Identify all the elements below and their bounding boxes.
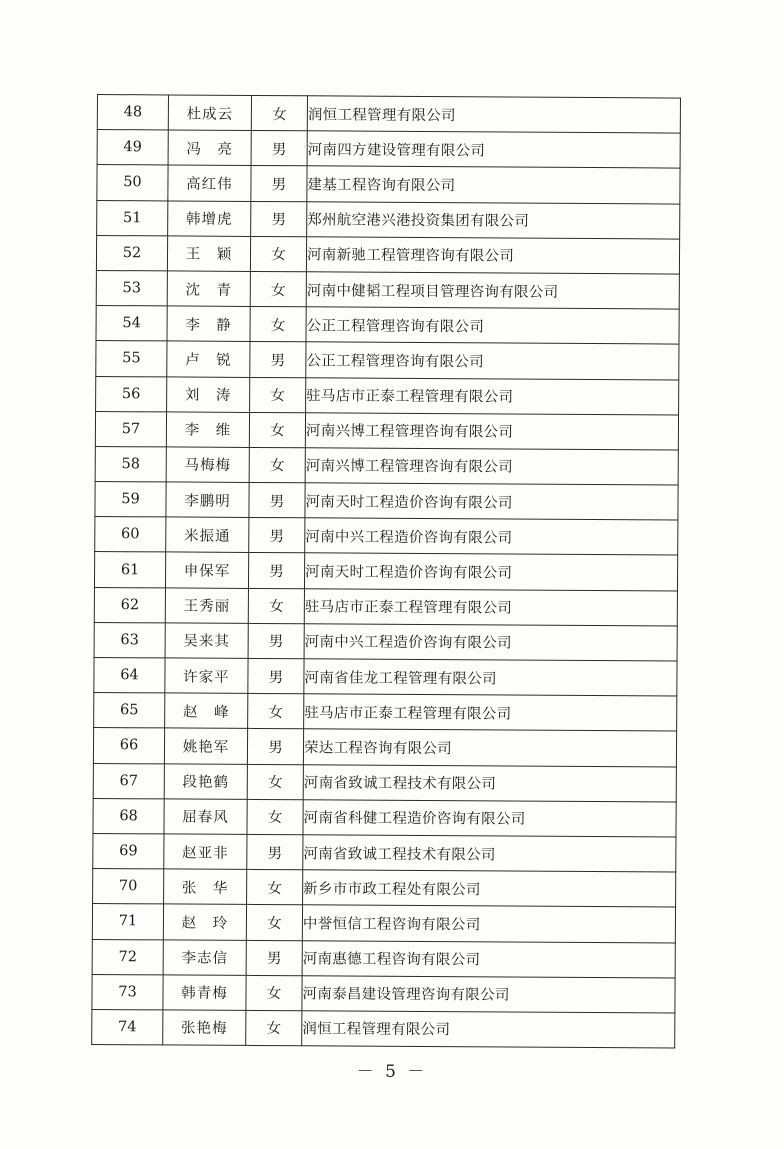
table-row xyxy=(96,376,679,415)
row-number-cell: 64 xyxy=(94,657,165,693)
row-number-cell: 58 xyxy=(95,446,166,482)
row-number-cell: 51 xyxy=(97,200,168,236)
company-cell: 中誉恒信工程咨询有限公司 xyxy=(302,905,675,942)
company-cell: 荣达工程咨询有限公司 xyxy=(303,729,676,766)
name-cell: 冯 亮 xyxy=(168,130,251,166)
name-cell: 米振通 xyxy=(166,517,249,553)
table-row xyxy=(94,552,677,591)
table-row xyxy=(94,657,677,696)
name-cell: 高红伟 xyxy=(168,165,251,201)
name-cell: 韩增虎 xyxy=(168,200,251,236)
name-cell: 李鹏明 xyxy=(166,482,249,518)
row-number-cell: 65 xyxy=(94,693,165,729)
table-row xyxy=(95,446,678,485)
name-cell: 杜成云 xyxy=(168,95,251,131)
name-cell: 张 华 xyxy=(164,869,247,905)
company-cell: 驻马店市正泰工程管理有限公司 xyxy=(306,377,679,414)
gender-cell: 男 xyxy=(248,553,304,589)
row-number-cell: 71 xyxy=(92,904,163,940)
gender-cell: 女 xyxy=(251,95,307,131)
gender-cell: 女 xyxy=(248,694,304,730)
gender-cell: 男 xyxy=(247,834,303,870)
gender-cell: 女 xyxy=(250,377,306,413)
company-cell: 公正工程管理咨询有限公司 xyxy=(306,342,679,379)
row-number-cell: 57 xyxy=(95,411,166,447)
name-cell: 赵 峰 xyxy=(165,693,248,729)
table-row xyxy=(93,833,676,872)
name-cell: 王秀丽 xyxy=(165,588,248,624)
table-row xyxy=(92,939,675,978)
name-cell: 马梅梅 xyxy=(166,447,249,483)
row-number-cell: 56 xyxy=(96,376,167,412)
gender-cell: 女 xyxy=(249,412,305,448)
row-number-cell: 55 xyxy=(96,341,167,377)
company-cell: 驻马店市正泰工程管理有限公司 xyxy=(304,694,677,731)
name-cell: 吴来其 xyxy=(165,623,248,659)
table-row xyxy=(97,130,680,169)
row-number-cell: 70 xyxy=(93,869,164,905)
company-cell: 河南泰昌建设管理咨询有限公司 xyxy=(302,975,675,1012)
company-cell: 河南惠德工程咨询有限公司 xyxy=(302,940,675,977)
company-cell: 驻马店市正泰工程管理有限公司 xyxy=(304,588,677,625)
company-cell: 河南中兴工程造价咨询有限公司 xyxy=(305,518,678,555)
gender-cell: 女 xyxy=(246,1010,302,1046)
company-cell: 河南省致诚工程技术有限公司 xyxy=(303,835,676,872)
table-row xyxy=(96,235,679,274)
table-row xyxy=(93,869,676,908)
gender-cell: 男 xyxy=(247,729,303,765)
name-cell: 韩青梅 xyxy=(163,975,246,1011)
name-cell: 李志信 xyxy=(163,939,246,975)
row-number-cell: 49 xyxy=(97,130,168,166)
gender-cell: 男 xyxy=(249,482,305,518)
name-cell: 刘 涛 xyxy=(167,376,250,412)
company-cell: 新乡市市政工程处有限公司 xyxy=(303,870,676,907)
table-row xyxy=(94,693,677,732)
row-number-cell: 50 xyxy=(97,165,168,201)
table-row xyxy=(95,411,678,450)
table-row xyxy=(92,974,675,1013)
gender-cell: 女 xyxy=(246,905,302,941)
name-cell: 张艳梅 xyxy=(163,1010,246,1046)
roster-table xyxy=(91,94,681,1049)
company-cell: 润恒工程管理有限公司 xyxy=(307,96,680,133)
row-number-cell: 72 xyxy=(92,939,163,975)
gender-cell: 男 xyxy=(251,166,307,202)
gender-cell: 女 xyxy=(246,975,302,1011)
name-cell: 屈春风 xyxy=(164,799,247,835)
row-number-cell: 59 xyxy=(95,482,166,518)
name-cell: 赵亚非 xyxy=(164,834,247,870)
gender-cell: 女 xyxy=(250,307,306,343)
gender-cell: 女 xyxy=(247,764,303,800)
name-cell: 李 维 xyxy=(166,412,249,448)
gender-cell: 女 xyxy=(247,870,303,906)
company-cell: 河南四方建设管理有限公司 xyxy=(307,131,680,168)
table-row xyxy=(92,904,675,943)
gender-cell: 男 xyxy=(251,201,307,237)
table-row xyxy=(96,306,679,345)
table-row xyxy=(93,763,676,802)
name-cell: 段艳鹤 xyxy=(164,763,247,799)
gender-cell: 男 xyxy=(250,342,306,378)
table-row xyxy=(96,341,679,380)
row-number-cell: 61 xyxy=(94,552,165,588)
name-cell: 申保军 xyxy=(165,552,248,588)
gender-cell: 男 xyxy=(248,658,304,694)
company-cell: 河南中健韬工程项目管理咨询有限公司 xyxy=(306,272,679,309)
name-cell: 沈 青 xyxy=(167,271,250,307)
table-row xyxy=(95,517,678,556)
company-cell: 公正工程管理咨询有限公司 xyxy=(306,307,679,344)
company-cell: 河南中兴工程造价咨询有限公司 xyxy=(304,624,677,661)
roster-table-body xyxy=(92,95,681,1049)
name-cell: 赵 玲 xyxy=(163,904,246,940)
name-cell: 李 静 xyxy=(167,306,250,342)
row-number-cell: 63 xyxy=(94,622,165,658)
table-row xyxy=(95,482,678,521)
table-row xyxy=(93,728,676,767)
row-number-cell: 67 xyxy=(93,763,164,799)
gender-cell: 女 xyxy=(249,447,305,483)
table-row xyxy=(96,270,679,309)
row-number-cell: 48 xyxy=(97,95,168,131)
row-number-cell: 52 xyxy=(96,235,167,271)
table-row xyxy=(94,622,677,661)
table-row xyxy=(93,798,676,837)
gender-cell: 女 xyxy=(248,588,304,624)
table-row xyxy=(97,165,680,204)
company-cell: 河南天时工程造价咨询有限公司 xyxy=(305,483,678,520)
row-number-cell: 66 xyxy=(93,728,164,764)
row-number-cell: 73 xyxy=(92,974,163,1010)
company-cell: 河南兴博工程管理咨询有限公司 xyxy=(305,412,678,449)
gender-cell: 女 xyxy=(250,271,306,307)
company-cell: 润恒工程管理有限公司 xyxy=(302,1011,675,1048)
gender-cell: 男 xyxy=(249,518,305,554)
company-cell: 建基工程咨询有限公司 xyxy=(307,166,680,203)
row-number-cell: 68 xyxy=(93,798,164,834)
company-cell: 河南省佳龙工程管理有限公司 xyxy=(304,659,677,696)
company-cell: 郑州航空港兴港投资集团有限公司 xyxy=(307,201,680,238)
company-cell: 河南省致诚工程技术有限公司 xyxy=(303,764,676,801)
table-row xyxy=(94,587,677,626)
name-cell: 卢 锐 xyxy=(167,341,250,377)
gender-cell: 女 xyxy=(250,236,306,272)
name-cell: 许家平 xyxy=(165,658,248,694)
company-cell: 河南兴博工程管理咨询有限公司 xyxy=(305,448,678,485)
gender-cell: 男 xyxy=(248,623,304,659)
row-number-cell: 69 xyxy=(93,833,164,869)
table-row xyxy=(97,95,680,134)
page-number: － 5 － xyxy=(356,1062,428,1082)
gender-cell: 男 xyxy=(246,940,302,976)
row-number-cell: 53 xyxy=(96,270,167,306)
company-cell: 河南天时工程造价咨询有限公司 xyxy=(304,553,677,590)
row-number-cell: 62 xyxy=(94,587,165,623)
row-number-cell: 54 xyxy=(96,306,167,342)
company-cell: 河南新驰工程管理咨询有限公司 xyxy=(306,237,679,274)
name-cell: 王 颖 xyxy=(167,236,250,272)
table-row xyxy=(92,1009,675,1048)
table-row xyxy=(97,200,680,239)
row-number-cell: 60 xyxy=(95,517,166,553)
gender-cell: 男 xyxy=(251,131,307,167)
row-number-cell: 74 xyxy=(92,1009,163,1045)
gender-cell: 女 xyxy=(247,799,303,835)
company-cell: 河南省科健工程造价咨询有限公司 xyxy=(303,800,676,837)
name-cell: 姚艳军 xyxy=(164,728,247,764)
